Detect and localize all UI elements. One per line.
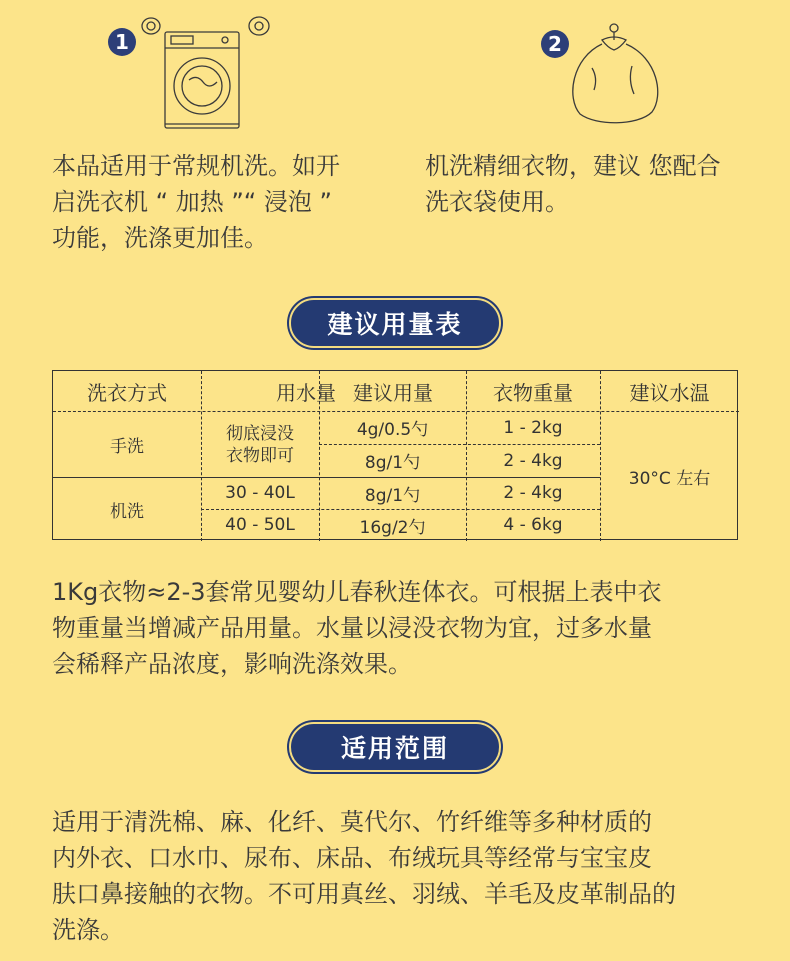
step-2-text: 机洗精细衣物，建议 您配合 洗衣袋使用。 xyxy=(425,152,721,216)
table-cell-water: 30 - 40L xyxy=(225,483,295,503)
step-1-text: 本品适用于常规机洗。如开 启洗衣机 “ 加热 ”“ 浸泡 ” 功能，洗涤更加佳。 xyxy=(52,152,340,252)
scope-text: 适用于清洗棉、麻、化纤、莫代尔、竹纤维等多种材质的 内外衣、口水巾、尿布、床品、布绒玩具等经常与宝宝皮 肤口鼻接触的衣物。不可用真丝、羽绒、羊毛及皮革制品的 洗涤。 xyxy=(52,808,676,944)
table-cell-weight: 2 - 4kg xyxy=(503,450,563,471)
table-cell-weight: 4 - 6kg xyxy=(503,515,563,535)
table-cell-dosage: 8g/1勺 xyxy=(364,485,421,506)
table-cell-dosage: 4g/0.5勺 xyxy=(356,420,429,440)
table-cell-weight: 1 - 2kg xyxy=(503,417,563,438)
table-cell-dosage: 16g/2勺 xyxy=(359,517,426,538)
table-cell-water: 彻底浸没 衣物即可 xyxy=(226,424,294,466)
table-header-water: 用水量 xyxy=(276,380,336,405)
dosage-section-title: 建议用量表 xyxy=(289,298,501,348)
scope-section-title: 适用范围 xyxy=(289,722,501,772)
step-1-badge: 1 xyxy=(108,28,136,56)
table-cell-dosage: 8g/1勺 xyxy=(364,453,421,473)
dosage-note: 1Kg衣物≈2-3套常见婴幼儿春秋连体衣。可根据上表中衣 物重量当增减产品用量。水量以浸没衣物为宜，过多水量 会稀释产品浓度，影响洗涤效果。 xyxy=(52,578,662,678)
table-cell-method: 机洗 xyxy=(110,501,144,522)
table-cell-weight: 2 - 4kg xyxy=(503,483,563,503)
table-cell-method: 手洗 xyxy=(110,436,144,457)
table-cell-water: 40 - 50L xyxy=(225,515,295,535)
table-header-dosage: 建议用量 xyxy=(353,380,433,405)
table-header-weight: 衣物重量 xyxy=(493,380,573,405)
table-header-method: 洗衣方式 xyxy=(87,380,167,405)
dosage-table xyxy=(52,370,738,540)
table-cell-temperature: 30°C 左右 xyxy=(628,468,711,489)
laundry-bag-icon xyxy=(562,18,668,126)
washing-machine-icon xyxy=(135,12,275,134)
step-2-badge: 2 xyxy=(541,30,569,58)
table-header-temperature: 建议水温 xyxy=(629,380,710,405)
